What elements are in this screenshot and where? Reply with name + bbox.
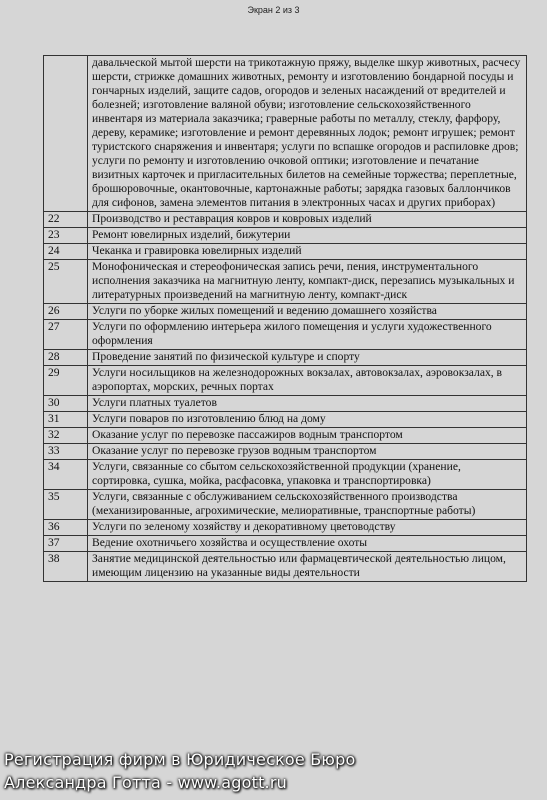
row-description: Занятие медицинской деятельностью или фармацевтической деятельностью лицом, имеющим лицензию на указанные виды деятельности <box>88 552 527 582</box>
table-row <box>44 304 527 320</box>
table-row <box>44 412 527 428</box>
table-row <box>44 320 527 350</box>
table-row <box>44 428 527 444</box>
table-row <box>44 350 527 366</box>
row-number: 25 <box>44 260 88 304</box>
table-row <box>44 212 527 228</box>
row-description: Услуги, связанные с обслуживанием сельскохозяйственного производства (механизированные, агрохимические, мелиоративные, транспортные работы) <box>88 490 527 520</box>
row-description: Монофоническая и стереофоническая запись речи, пения, инструментального исполнения заказчика на магнитную ленту, компакт-диск, перезапись музыкальных и литературных произведений на магнитную ленту, компакт-диск <box>88 260 527 304</box>
row-number: 33 <box>44 444 88 460</box>
table-row <box>44 444 527 460</box>
row-number: 22 <box>44 212 88 228</box>
services-table <box>43 55 527 582</box>
row-number: 38 <box>44 552 88 582</box>
caption-line-2: Александра Готта - www.agott.ru <box>4 773 287 792</box>
row-number: 31 <box>44 412 88 428</box>
row-description: Оказание услуг по перевозке пассажиров водным транспортом <box>88 428 527 444</box>
table-row <box>44 552 527 582</box>
table-row <box>44 56 527 212</box>
table-row <box>44 366 527 396</box>
row-description: Ведение охотничьего хозяйства и осуществление охоты <box>88 536 527 552</box>
table-row <box>44 244 527 260</box>
row-number <box>44 56 88 212</box>
row-number: 36 <box>44 520 88 536</box>
row-number: 30 <box>44 396 88 412</box>
row-description: Услуги, связанные со сбытом сельскохозяйственной продукции (хранение, сортировка, сушка, мойка, расфасовка, упаковка и транспортировка) <box>88 460 527 490</box>
table-row <box>44 260 527 304</box>
row-description: Услуги по оформлению интерьера жилого помещения и услуги художественного оформления <box>88 320 527 350</box>
caption-line-1: Регистрация фирм в Юридическое Бюро <box>4 750 356 769</box>
row-number: 27 <box>44 320 88 350</box>
row-number: 32 <box>44 428 88 444</box>
row-number: 28 <box>44 350 88 366</box>
row-description: давальческой мытой шерсти на трикотажную пряжу, выделке шкур животных, расчесу шерсти, стрижке домашних животных, ремонту и изготовлению бондарной посуды и гончарных изделий, защите садов, огородов и зеленых насаждений от вредителей и болезней; изготовление валяной обуви; изготовление сельскохозяйственного инвентаря из материала заказчика; граверные работы по металлу, стеклу, фарфору, дереву, керамике; изготовление и ремонт деревянных лодок; ремонт игрушек; ремонт туристского снаряжения и инвентаря; услуги по вспашке огородов и распиловке дров; услуги по ремонту и изготовлению очковой оптики; изготовление и печатание визитных карточек и пригласительных билетов на семейные торжества; переплетные, брошюровочные, окантовочные, картонажные работы; зарядка газовых баллончиков для сифонов, замена элементов питания в электронных часах и других приборах) <box>88 56 527 212</box>
row-number: 34 <box>44 460 88 490</box>
row-number: 35 <box>44 490 88 520</box>
row-description: Проведение занятий по физической культуре и спорту <box>88 350 527 366</box>
table-row <box>44 536 527 552</box>
row-number: 37 <box>44 536 88 552</box>
row-description: Услуги по зеленому хозяйству и декоративному цветоводству <box>88 520 527 536</box>
table-row <box>44 228 527 244</box>
table-row <box>44 460 527 490</box>
row-description: Услуги поваров по изготовлению блюд на дому <box>88 412 527 428</box>
row-description: Чеканка и гравировка ювелирных изделий <box>88 244 527 260</box>
row-number: 24 <box>44 244 88 260</box>
row-description: Ремонт ювелирных изделий, бижутерии <box>88 228 527 244</box>
row-number: 23 <box>44 228 88 244</box>
row-description: Услуги платных туалетов <box>88 396 527 412</box>
row-number: 29 <box>44 366 88 396</box>
page-indicator: Экран 2 из 3 <box>247 5 300 15</box>
row-description: Оказание услуг по перевозке грузов водным транспортом <box>88 444 527 460</box>
row-description: Услуги по уборке жилых помещений и ведению домашнего хозяйства <box>88 304 527 320</box>
row-description: Услуги носильщиков на железнодорожных вокзалах, автовокзалах, аэровокзалах, в аэропортах, морских, речных портах <box>88 366 527 396</box>
table-row <box>44 520 527 536</box>
table-row <box>44 490 527 520</box>
table-row <box>44 396 527 412</box>
watermark-caption <box>4 748 355 794</box>
row-description: Производство и реставрация ковров и ковровых изделий <box>88 212 527 228</box>
row-number: 26 <box>44 304 88 320</box>
